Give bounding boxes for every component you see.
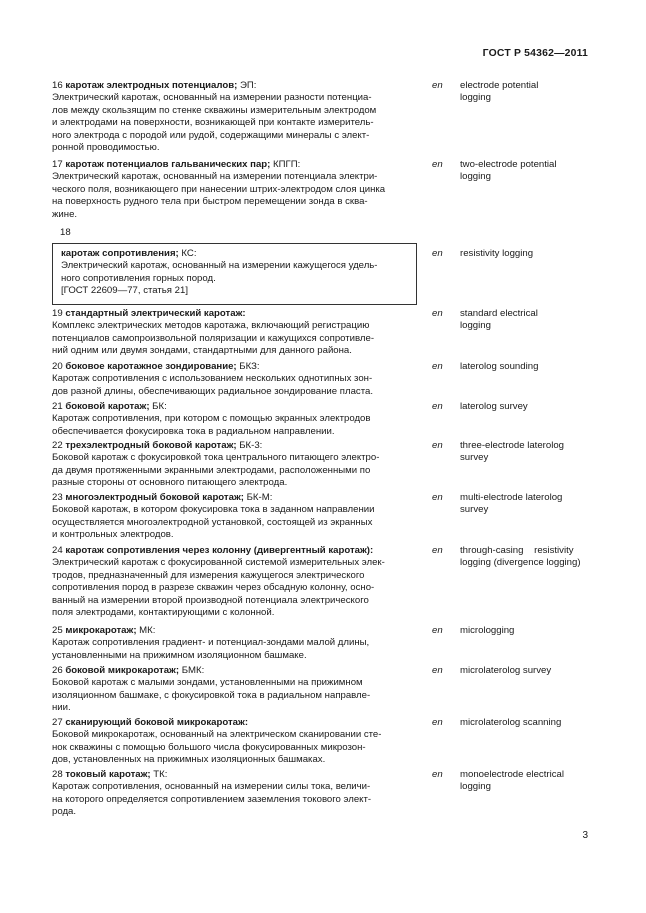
term-number: 22 — [52, 440, 63, 451]
definition-line: да двумя протяженными экранными электродами, расположенными по — [52, 464, 371, 476]
definition-line: Электрический каротаж, основанный на измерении потенциала электри- — [52, 171, 378, 183]
definition-line: осуществляется многоэлектродной установкой, состоящей из экранных — [52, 516, 373, 528]
term-name: боковой каротаж; — [65, 401, 150, 412]
definition-line: обеспечивается фокусировка тока в радиальном направлении. — [52, 425, 335, 437]
term-name: боковой микрокаротаж; — [65, 665, 180, 676]
definition-line: тродов, предназначенный для измерения кажущегося электрического — [52, 569, 365, 581]
reference-line: [ГОСТ 22609—77, статья 21] — [61, 285, 188, 297]
definition-line: Боковой каротаж с фокусировкой тока центрального питающего электро- — [52, 452, 380, 464]
definition-line: ного сопротивления горных пород. — [61, 272, 216, 284]
definition-line: Электрический каротаж, основанный на измерении кажущегося удель- — [61, 260, 378, 272]
english-term — [460, 625, 592, 637]
lang-code: en — [432, 308, 443, 319]
term-name: многоэлектродный боковой каротаж; — [65, 492, 244, 503]
english-line: logging — [460, 320, 491, 332]
term-abbr: БМК: — [179, 665, 205, 676]
term-abbr: БК: — [149, 401, 167, 412]
page-number: 3 — [582, 830, 588, 841]
definition-line: жине. — [52, 208, 78, 220]
definition-line: на поверхность рудного тела при быстром перемещении зонда в сква- — [52, 196, 368, 208]
english-line: two-electrode potential — [460, 159, 557, 170]
english-term — [460, 717, 592, 729]
english-term — [460, 248, 592, 260]
english-line: electrode potential — [460, 80, 539, 91]
lang-code: en — [432, 159, 443, 170]
term-number: 24 — [52, 545, 63, 556]
term-number: 25 — [52, 625, 63, 636]
term-name: трехэлектродный боковой каротаж; — [65, 440, 237, 451]
definition-line: на которого определяется сопротивлением заземления токового элект- — [52, 793, 372, 805]
definition-line: ческого поля, возникающего при нанесении штрих-электродом слоя цинка — [52, 183, 386, 195]
definition-line: поля электродами, контактирующими с колонной. — [52, 607, 275, 619]
lang-code: en — [432, 545, 443, 556]
english-line: resistivity logging — [460, 248, 534, 259]
english-term — [460, 492, 592, 517]
term-abbr: КС: — [178, 248, 197, 259]
term-abbr: ЭП: — [237, 80, 257, 91]
definition-line: ванный на измерении второй производной потенциала электрического — [52, 594, 369, 606]
english-term — [460, 308, 592, 333]
definition-line: Боковой каротаж с малыми зондами, установленными на прижимном — [52, 677, 363, 689]
term-number: 20 — [52, 361, 63, 372]
lang-code: en — [432, 361, 443, 372]
english-line: standard electrical — [460, 308, 538, 319]
english-line: micrologging — [460, 625, 515, 636]
term-definition — [52, 717, 416, 767]
term-name: каротаж сопротивления; — [61, 248, 179, 259]
term-name: каротаж сопротивления через колонну (дивергентный каротаж): — [65, 545, 374, 556]
term-name: стандартный электрический каротаж: — [65, 308, 246, 319]
definition-line: Боковой каротаж, в котором фокусировка тока в заданном направлении — [52, 504, 375, 516]
term-number: 17 — [52, 159, 63, 170]
term-definition — [52, 401, 416, 438]
definition-line: Комплекс электрических методов каротажа, включающий регистрацию — [52, 320, 370, 332]
definition-line: рода. — [52, 806, 77, 818]
term-number: 18 — [60, 227, 71, 238]
english-line: through-casing resistivity — [460, 545, 574, 556]
english-term — [460, 401, 592, 413]
english-line: multi-electrode laterolog — [460, 492, 563, 503]
definition-line: и электродами на поверхности, возникающей при контакте измеритель- — [52, 117, 374, 129]
definition-line: установленными на прижимном изоляционном башмаке. — [52, 649, 307, 661]
english-term — [460, 665, 592, 677]
english-line: monoelectrode electrical — [460, 769, 564, 780]
english-line: logging — [460, 781, 491, 793]
definition-line: Электрический каротаж, основанный на измерении разности потенциа- — [52, 92, 372, 104]
term-abbr: БК-М: — [243, 492, 273, 503]
term-number: 27 — [52, 717, 63, 728]
lang-code: en — [432, 717, 443, 728]
english-line: logging (divergence logging) — [460, 557, 581, 569]
term-number: 21 — [52, 401, 63, 412]
definition-line: потенциалов самопроизвольной поляризации и кажущихся сопротивле- — [52, 332, 375, 344]
term-name: боковое каротажное зондирование; — [65, 361, 237, 372]
english-line: microlaterolog survey — [460, 665, 552, 676]
term-definition — [52, 665, 416, 715]
definition-line: Каротаж сопротивления с использованием нескольких однотипных зон- — [52, 373, 373, 385]
english-line: survey — [460, 504, 489, 516]
term-definition — [52, 440, 416, 490]
definition-line: ного электрода с породой или рудой, содержащими минералы с элект- — [52, 129, 370, 141]
term-definition — [61, 248, 413, 298]
definition-line: Электрический каротаж с фокусированной системой измерительных элек- — [52, 557, 385, 569]
lang-code: en — [432, 80, 443, 91]
english-term — [460, 159, 592, 184]
term-number: 19 — [52, 308, 63, 319]
term-abbr: БКЗ: — [236, 361, 260, 372]
definition-line: ний одним или двумя зондами, стандартными для данного района. — [52, 345, 352, 357]
english-term — [460, 440, 592, 465]
english-line: logging — [460, 171, 491, 183]
term-number: 23 — [52, 492, 63, 503]
definition-line: разные стороны от основного питающего электрода. — [52, 477, 288, 489]
term-abbr: БК-3: — [236, 440, 263, 451]
lang-code: en — [432, 440, 443, 451]
definition-line: дов разной длины, обеспечивающих радиальное зондирование пласта. — [52, 385, 373, 397]
definition-line: дов, установленных на прижимных изоляционных башмаках. — [52, 754, 326, 766]
definition-line: и контрольных электродов. — [52, 529, 174, 541]
english-line: logging — [460, 92, 491, 104]
term-definition — [52, 769, 416, 819]
lang-code: en — [432, 248, 443, 259]
english-line: microlaterolog scanning — [460, 717, 562, 728]
definition-line: Каротаж сопротивления, при котором с помощью экранных электродов — [52, 413, 371, 425]
definition-line: Каротаж сопротивления, основанный на измерении силы тока, величи- — [52, 781, 371, 793]
definition-line: изоляционном башмаке, с фокусировкой тока в радиальном направле- — [52, 689, 371, 701]
definition-line: Боковой микрокаротаж, основанный на электрическом сканировании сте- — [52, 729, 382, 741]
term-name: сканирующий боковой микрокаротаж: — [65, 717, 249, 728]
lang-code: en — [432, 492, 443, 503]
definition-line: нии. — [52, 702, 71, 714]
definition-line: Каротаж сопротивления градиент- и потенциал-зондами малой длины, — [52, 637, 370, 649]
term-name: каротаж электродных потенциалов; — [65, 80, 238, 91]
english-line: laterolog survey — [460, 401, 528, 412]
term-number: 26 — [52, 665, 63, 676]
term-definition — [52, 159, 416, 221]
lang-code: en — [432, 401, 443, 412]
english-term — [460, 545, 600, 570]
lang-code: en — [432, 769, 443, 780]
term-name: микрокаротаж; — [65, 625, 137, 636]
english-line: survey — [460, 452, 489, 464]
english-term — [460, 361, 592, 373]
english-term — [460, 80, 592, 105]
term-definition — [52, 361, 416, 398]
term-abbr: КПГП: — [270, 159, 301, 170]
english-line: laterolog sounding — [460, 361, 539, 372]
definition-line: нок скважины с помощью большого числа фокусированных микрозон- — [52, 741, 366, 753]
definition-line: сопротивления пород в разрезе скважин через обсадную колонну, осно- — [52, 582, 375, 594]
term-definition — [52, 545, 416, 619]
term-definition — [52, 80, 416, 154]
english-term — [460, 769, 592, 794]
term-abbr: ТК: — [150, 769, 168, 780]
term-number: 28 — [52, 769, 63, 780]
definition-line: лов между скользящим по стенке скважины измерительным электродом — [52, 104, 377, 116]
term-entry-18 — [60, 227, 620, 239]
lang-code: en — [432, 665, 443, 676]
lang-code: en — [432, 625, 443, 636]
term-definition — [52, 492, 416, 542]
term-name: токовый каротаж; — [65, 769, 151, 780]
term-definition — [52, 625, 416, 662]
term-definition — [52, 308, 416, 358]
term-number: 16 — [52, 80, 63, 91]
term-name: каротаж потенциалов гальванических пар; — [65, 159, 271, 170]
english-line: three-electrode laterolog — [460, 440, 564, 451]
standard-header: ГОСТ Р 54362—2011 — [482, 48, 588, 59]
term-abbr: МК: — [136, 625, 156, 636]
definition-line: ронной проводимостью. — [52, 142, 160, 154]
